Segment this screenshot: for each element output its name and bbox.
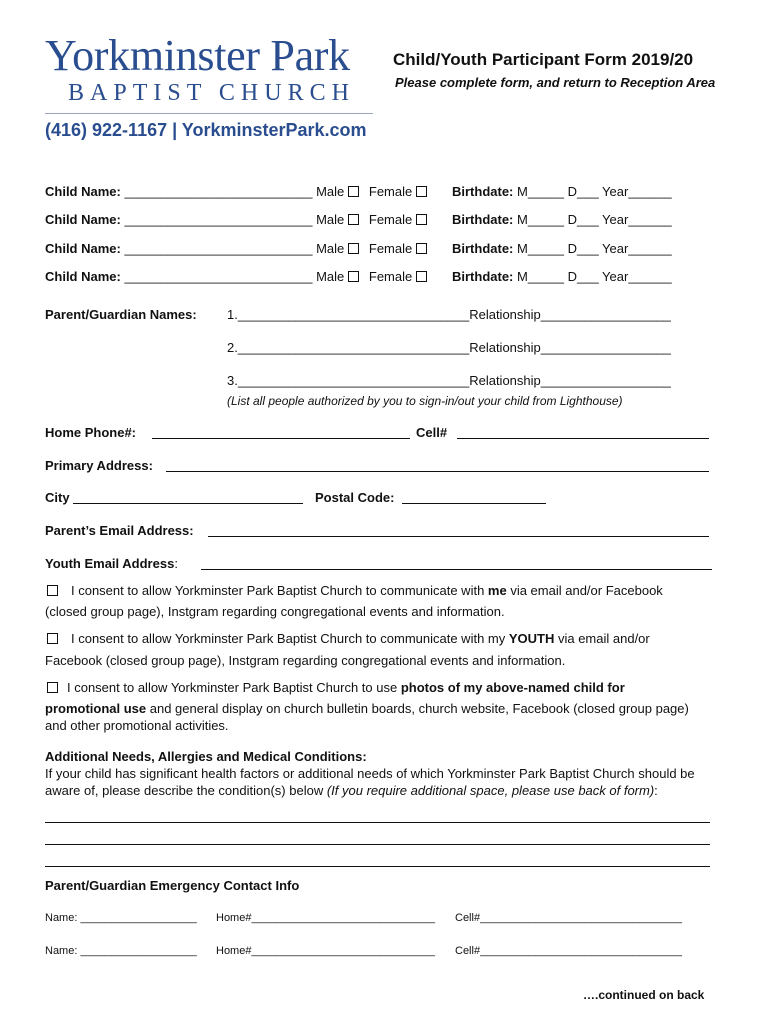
- consent-youth-text-end: via email and/or: [554, 631, 650, 646]
- child-name-field[interactable]: __________________________: [124, 241, 313, 256]
- form-subtitle: Please complete form, and return to Reception Area: [395, 75, 716, 90]
- female-label: Female: [368, 269, 413, 284]
- consent-photos-line3: and other promotional activities.: [45, 718, 229, 733]
- consent-youth-text: I consent to allow Yorkminster Park Baptist Church to communicate with my: [71, 631, 509, 646]
- consent-photos-checkbox[interactable]: [47, 682, 58, 693]
- youth-email-label-wrap: [45, 556, 178, 571]
- emergency-home-field[interactable]: Home#______________________________: [216, 912, 435, 924]
- parent-email-field[interactable]: [208, 536, 709, 537]
- child-name-label: Child Name:: [45, 269, 121, 284]
- youth-email-label: Youth Email Address: [45, 556, 175, 571]
- child-name-label: Child Name:: [45, 212, 121, 227]
- birthdate-label: Birthdate:: [452, 184, 514, 199]
- birthdate-label: Birthdate:: [452, 269, 514, 284]
- consent-photos-emphasis: photos of my above-named child for: [400, 680, 625, 695]
- birthdate-label: Birthdate:: [452, 241, 514, 256]
- female-checkbox[interactable]: [416, 271, 427, 282]
- form-title: Child/Youth Participant Form 2019/20: [393, 50, 694, 69]
- child-name-label: Child Name:: [45, 241, 121, 256]
- guardian-line-1[interactable]: 1.________________________________Relationship__________________: [227, 307, 671, 322]
- medical-note: (If you require additional space, please use back of form): [326, 783, 655, 798]
- birthdate-label: Birthdate:: [452, 212, 514, 227]
- consent-me-emphasis: me: [487, 583, 507, 598]
- logo-divider: [45, 113, 373, 114]
- child-name-field[interactable]: __________________________: [124, 184, 313, 199]
- primary-address-field[interactable]: [166, 471, 709, 472]
- consent-me-line2: (closed group page), Instgram regarding congregational events and information.: [45, 604, 505, 619]
- female-label: Female: [368, 241, 413, 256]
- emergency-name-field[interactable]: Name: ___________________: [45, 945, 197, 957]
- consent-photos-line2: [45, 701, 689, 716]
- medical-line[interactable]: [45, 822, 710, 823]
- male-checkbox[interactable]: [348, 243, 359, 254]
- female-checkbox[interactable]: [416, 243, 427, 254]
- child-row: [45, 184, 427, 199]
- birthdate-field[interactable]: [452, 241, 672, 256]
- female-label: Female: [368, 212, 413, 227]
- child-name-label: Child Name:: [45, 184, 121, 199]
- male-checkbox[interactable]: [348, 214, 359, 225]
- postal-code-field[interactable]: [402, 503, 546, 504]
- cell-field[interactable]: [457, 438, 709, 439]
- child-row: [45, 241, 427, 256]
- home-phone-field[interactable]: [152, 438, 410, 439]
- medical-description-2: [45, 783, 658, 798]
- emergency-cell-field[interactable]: Cell#_________________________________: [455, 945, 682, 957]
- birthdate-blanks[interactable]: M_____ D___ Year______: [517, 212, 672, 227]
- medical-line[interactable]: [45, 844, 710, 845]
- female-checkbox[interactable]: [416, 214, 427, 225]
- youth-email-field[interactable]: [201, 569, 712, 570]
- male-checkbox[interactable]: [348, 186, 359, 197]
- birthdate-blanks[interactable]: M_____ D___ Year______: [517, 184, 672, 199]
- male-label: Male: [316, 212, 345, 227]
- birthdate-field[interactable]: [452, 212, 672, 227]
- consent-photos-text-2: and general display on church bulletin boards, church website, Facebook (closed group page): [146, 701, 689, 716]
- guardian-names-label: Parent/Guardian Names:: [45, 307, 197, 322]
- church-logo-subtitle: BAPTIST CHURCH: [68, 80, 355, 106]
- male-label: Male: [316, 184, 345, 199]
- emergency-name-field[interactable]: Name: ___________________: [45, 912, 197, 924]
- city-label: City: [45, 490, 70, 505]
- child-row: [45, 212, 427, 227]
- consent-photos: [47, 680, 625, 695]
- consent-youth-emphasis: YOUTH: [508, 631, 555, 646]
- youth-email-colon: :: [174, 556, 178, 571]
- church-contact: (416) 922-1167 | YorkminsterPark.com: [45, 120, 367, 140]
- medical-heading: Additional Needs, Allergies and Medical Conditions:: [45, 749, 367, 764]
- consent-me-text-end: via email and/or Facebook: [506, 583, 663, 598]
- birthdate-field[interactable]: [452, 184, 672, 199]
- church-logo-name: Yorkminster Park: [45, 31, 350, 80]
- consent-me-checkbox[interactable]: [47, 585, 58, 596]
- emergency-heading: Parent/Guardian Emergency Contact Info: [45, 878, 300, 893]
- consent-me-text: I consent to allow Yorkminster Park Baptist Church to communicate with: [71, 583, 488, 598]
- cell-label: Cell#: [416, 425, 448, 440]
- home-phone-label: Home Phone#:: [45, 425, 137, 440]
- primary-address-label: Primary Address:: [45, 458, 153, 473]
- guardian-note: (List all people authorized by you to sign-in/out your child from Lighthouse): [227, 394, 623, 408]
- consent-photos-emphasis-2: promotional use: [45, 701, 147, 716]
- emergency-cell-field[interactable]: Cell#_________________________________: [455, 912, 682, 924]
- city-field[interactable]: [73, 503, 303, 504]
- child-name-field[interactable]: __________________________: [124, 269, 313, 284]
- consent-photos-text: I consent to allow Yorkminster Park Baptist Church to use: [67, 680, 401, 695]
- medical-description-text: aware of, please describe the condition(s) below: [45, 783, 327, 798]
- male-label: Male: [316, 269, 345, 284]
- child-name-field[interactable]: __________________________: [124, 212, 313, 227]
- medical-colon: :: [654, 783, 658, 798]
- medical-description: If your child has significant health factors or additional needs of which Yorkminster Park Baptist Church should be: [45, 766, 695, 781]
- male-label: Male: [316, 241, 345, 256]
- female-label: Female: [368, 184, 413, 199]
- consent-youth-checkbox[interactable]: [47, 633, 58, 644]
- consent-youth-line2: Facebook (closed group page), Instgram regarding congregational events and information.: [45, 653, 566, 668]
- child-row: [45, 269, 427, 284]
- consent-youth: [47, 631, 650, 646]
- continued-on-back: ….continued on back: [583, 988, 705, 1002]
- male-checkbox[interactable]: [348, 271, 359, 282]
- birthdate-blanks[interactable]: M_____ D___ Year______: [517, 269, 672, 284]
- medical-line[interactable]: [45, 866, 710, 867]
- female-checkbox[interactable]: [416, 186, 427, 197]
- parent-email-label: Parent’s Email Address:: [45, 523, 194, 538]
- emergency-home-field[interactable]: Home#______________________________: [216, 945, 435, 957]
- consent-me: [47, 583, 663, 598]
- birthdate-blanks[interactable]: M_____ D___ Year______: [517, 241, 672, 256]
- birthdate-field[interactable]: [452, 269, 672, 284]
- guardian-line-2[interactable]: 2.________________________________Relationship__________________: [227, 340, 671, 355]
- guardian-line-3[interactable]: 3.________________________________Relationship__________________: [227, 373, 671, 388]
- postal-code-label: Postal Code:: [315, 490, 395, 505]
